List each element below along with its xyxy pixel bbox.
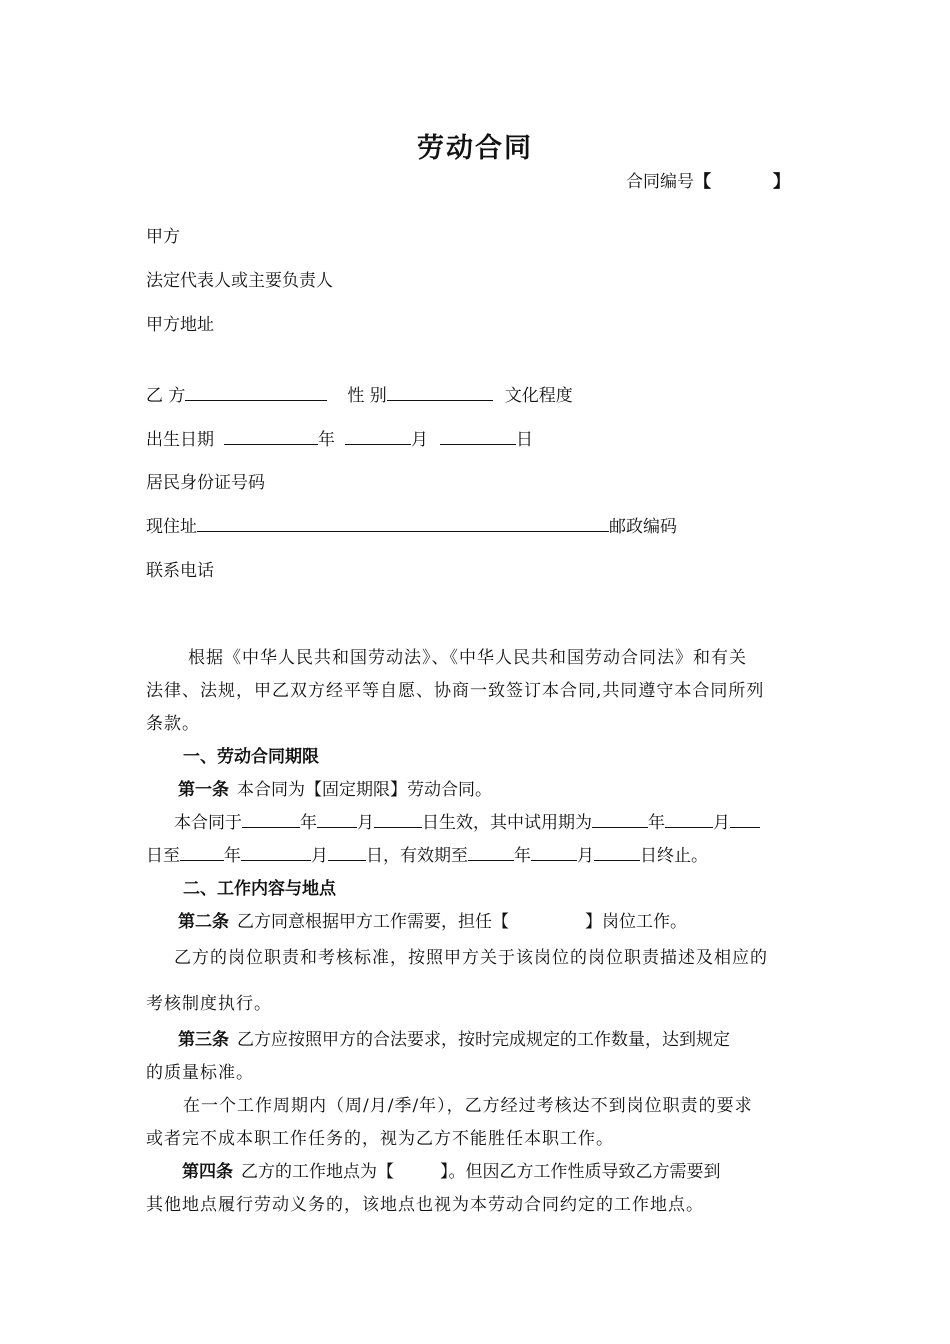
article-2 [178,907,687,932]
phone-label: 联系电话 [146,561,214,581]
validity-day-blank [594,843,640,861]
birth-year-blank [224,427,318,445]
article-4-label: 第四条 [182,1162,233,1182]
article-4 [182,1157,721,1182]
article-1-label: 第一条 [178,780,229,800]
party-a-representative-label: 法定代表人或主要负责人 [146,271,333,291]
preamble-line-2: 法律、法规，甲乙双方经平等自愿、协商一致签订本合同,共同遵守本合同所列 [146,681,765,701]
current-address-label: 现住址 [146,517,197,537]
probation-start-day-blank [730,810,760,828]
article-3-text: 乙方应按照甲方的合法要求，按时完成规定的工作数量，达到规定 [237,1030,730,1050]
article-4-end: 】。但因乙方工作性质导致乙方需要到 [440,1162,721,1182]
term-line-2 [146,841,708,866]
validity-month-blank [531,843,577,861]
birth-day-blank [440,427,516,445]
party-b-gender-blank [387,383,493,401]
preamble-line-3: 条款。 [146,714,200,734]
term-line-1 [174,808,760,833]
contract-number-label: 合同编号 [626,172,694,192]
contract-number [626,167,790,192]
party-b-name-label: 乙 方 [146,386,186,406]
article-3-paragraph-2: 的质量标准。 [146,1063,254,1083]
party-b-name-blank [185,383,327,401]
article-2-end: 】岗位工作。 [585,912,687,932]
article-2-paragraph-1: 乙方的岗位职责和考核标准，按照甲方关于该岗位的岗位职责描述及相应的 [174,948,768,968]
party-a-label: 甲方 [146,227,180,247]
probation-label: 日生效，其中试用期为 [422,813,592,833]
validity-year-label: 年 [514,846,531,866]
probation-end-year-label: 年 [224,846,241,866]
id-number-label: 居民身份证号码 [146,473,265,493]
article-2-label: 第二条 [178,912,229,932]
birth-month-label: 月 [411,430,428,450]
article-1 [178,775,492,800]
probation-end-year-blank [180,843,224,861]
probation-end-month-label: 月 [311,846,328,866]
article-4-text: 乙方的工作地点为【 [241,1162,394,1182]
validity-year-blank [468,843,514,861]
preamble-line-1: 根据《中华人民共和国劳动法》、《中华人民共和国劳动合同法》和有关 [188,648,747,668]
probation-end-day-blank [328,843,366,861]
party-b-row [146,381,573,406]
contract-number-close-bracket: 】 [773,172,790,192]
document-title: 劳动合同 [417,133,533,164]
party-a-address-label: 甲方地址 [146,315,214,335]
effective-year-label: 年 [300,813,317,833]
effective-year-blank [242,810,300,828]
section-1-heading: 一、劳动合同期限 [183,747,319,767]
party-b-education-label: 文化程度 [504,386,573,406]
contract-number-open-bracket: 【 [694,172,711,192]
termination-label: 日终止。 [640,846,708,866]
article-3-paragraph-4: 或者完不成本职工作任务的，视为乙方不能胜任本职工作。 [146,1129,614,1149]
address-row [146,512,677,537]
effective-month-label: 月 [357,813,374,833]
effective-day-blank [374,810,422,828]
birth-month-blank [345,427,411,445]
probation-end-month-blank [241,843,311,861]
probation-start-month-label: 月 [713,813,730,833]
article-2-paragraph-2: 考核制度执行。 [146,994,272,1014]
article-3 [178,1025,730,1050]
postcode-label: 邮政编码 [609,517,677,537]
probation-start-year-label: 年 [648,813,665,833]
article-3-paragraph-3: 在一个工作周期内（周/月/季/年），乙方经过考核达不到岗位职责的要求 [183,1096,753,1116]
current-address-blank [197,514,609,532]
birth-date-label: 出生日期 [146,430,214,450]
effective-month-blank [317,810,357,828]
probation-end-label: 日至 [146,846,180,866]
party-b-gender-label: 性 别 [347,386,387,406]
term-effective-label: 本合同于 [174,813,242,833]
validity-label: 日，有效期至 [366,846,468,866]
birth-year-label: 年 [318,430,335,450]
birth-date-row [146,425,533,450]
article-1-text: 本合同为【固定期限】劳动合同。 [237,780,492,800]
article-4-paragraph-2: 其他地点履行劳动义务的，该地点也视为本劳动合同约定的工作地点。 [146,1195,704,1215]
probation-start-year-blank [592,810,648,828]
article-3-label: 第三条 [178,1030,229,1050]
validity-month-label: 月 [577,846,594,866]
birth-day-label: 日 [516,430,533,450]
probation-start-month-blank [665,810,713,828]
article-2-text: 乙方同意根据甲方工作需要，担任【 [237,912,509,932]
section-2-heading: 二、工作内容与地点 [183,879,336,899]
